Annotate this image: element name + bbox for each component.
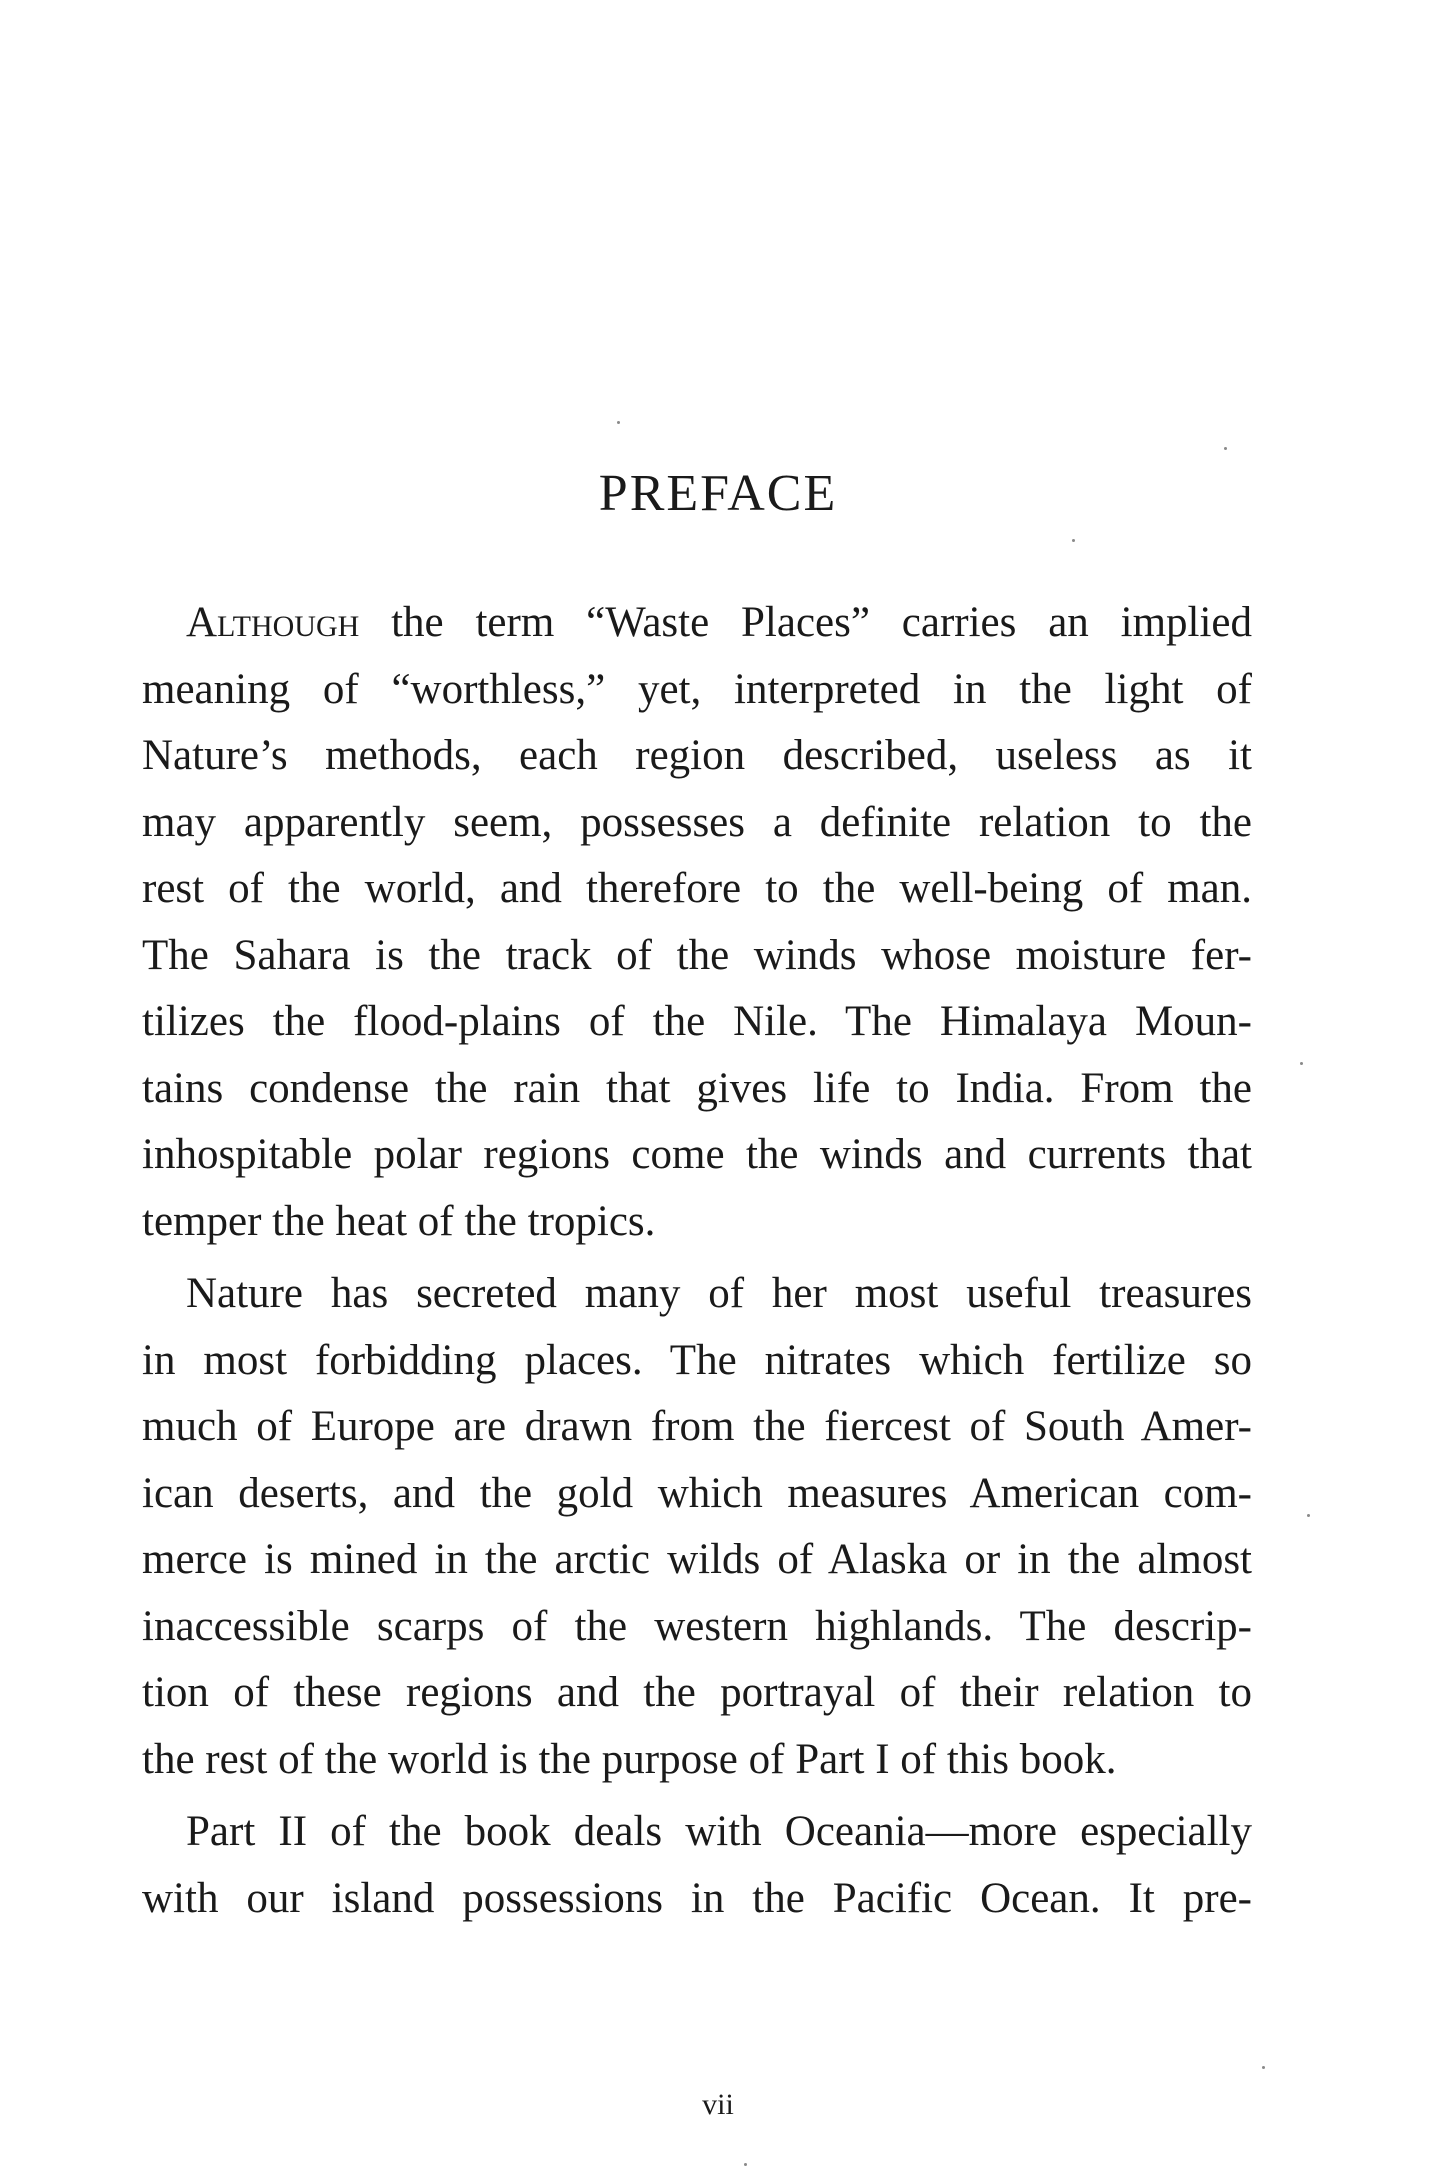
paragraph-1 [142, 590, 1252, 1255]
text-line: tains condense the rain that gives life to India. From the [142, 1064, 1252, 1112]
page-number: vii [702, 2088, 734, 2121]
page-title: PREFACE [598, 465, 838, 522]
paper-speck [744, 2163, 747, 2166]
text-line: tilizes the flood-plains of the Nile. The Himalaya Moun- [142, 998, 1252, 1045]
text-line: temper the heat of the tropics. [142, 1197, 656, 1245]
text-line: meaning of “worthless,” yet, interpreted in the light of [142, 665, 1252, 713]
lead-word: Although [186, 599, 360, 646]
text-line: in most forbidding places. The nitrates which fertilize so [142, 1336, 1252, 1384]
text-line: rest of the world, and therefore to the well-being of man. [142, 865, 1252, 912]
paper-speck [1307, 1514, 1310, 1517]
text-line: The Sahara is the track of the winds whose moisture fer- [142, 931, 1252, 979]
paper-speck [1300, 1062, 1303, 1065]
text-line: tion of these regions and the portrayal of their relation to [142, 1669, 1252, 1716]
text-line: may apparently seem, possesses a definite relation to the [142, 798, 1252, 846]
paper-speck [1262, 2066, 1265, 2069]
paragraph-3 [142, 1799, 1252, 1932]
paper-speck [1072, 539, 1075, 542]
text-line [142, 590, 1252, 657]
text-line: ican deserts, and the gold which measures American com- [142, 1469, 1252, 1517]
text-line: inaccessible scarps of the western highlands. The descrip- [142, 1602, 1252, 1650]
paragraph-2 [142, 1261, 1252, 1793]
text-line: much of Europe are drawn from the fiercest of South Amer- [142, 1403, 1252, 1450]
paper-speck [1224, 447, 1227, 450]
text-line: the rest of the world is the purpose of Part I of this book. [142, 1735, 1117, 1783]
paper-speck [617, 421, 620, 424]
text-line: Part II of the book deals with Oceania—more especially [186, 1808, 1252, 1855]
text-line-content: the term “Waste Places” carries an implied [359, 599, 1252, 646]
text-line: inhospitable polar regions come the winds and currents that [142, 1131, 1252, 1178]
text-line: Nature’s methods, each region described, useless as it [142, 732, 1252, 779]
text-line: merce is mined in the arctic wilds of Alaska or in the almost [142, 1536, 1252, 1583]
preface-body [142, 590, 1252, 1932]
text-line: Nature has secreted many of her most useful treasures [186, 1270, 1252, 1317]
text-line: with our island possessions in the Pacific Ocean. It pre- [142, 1874, 1252, 1922]
